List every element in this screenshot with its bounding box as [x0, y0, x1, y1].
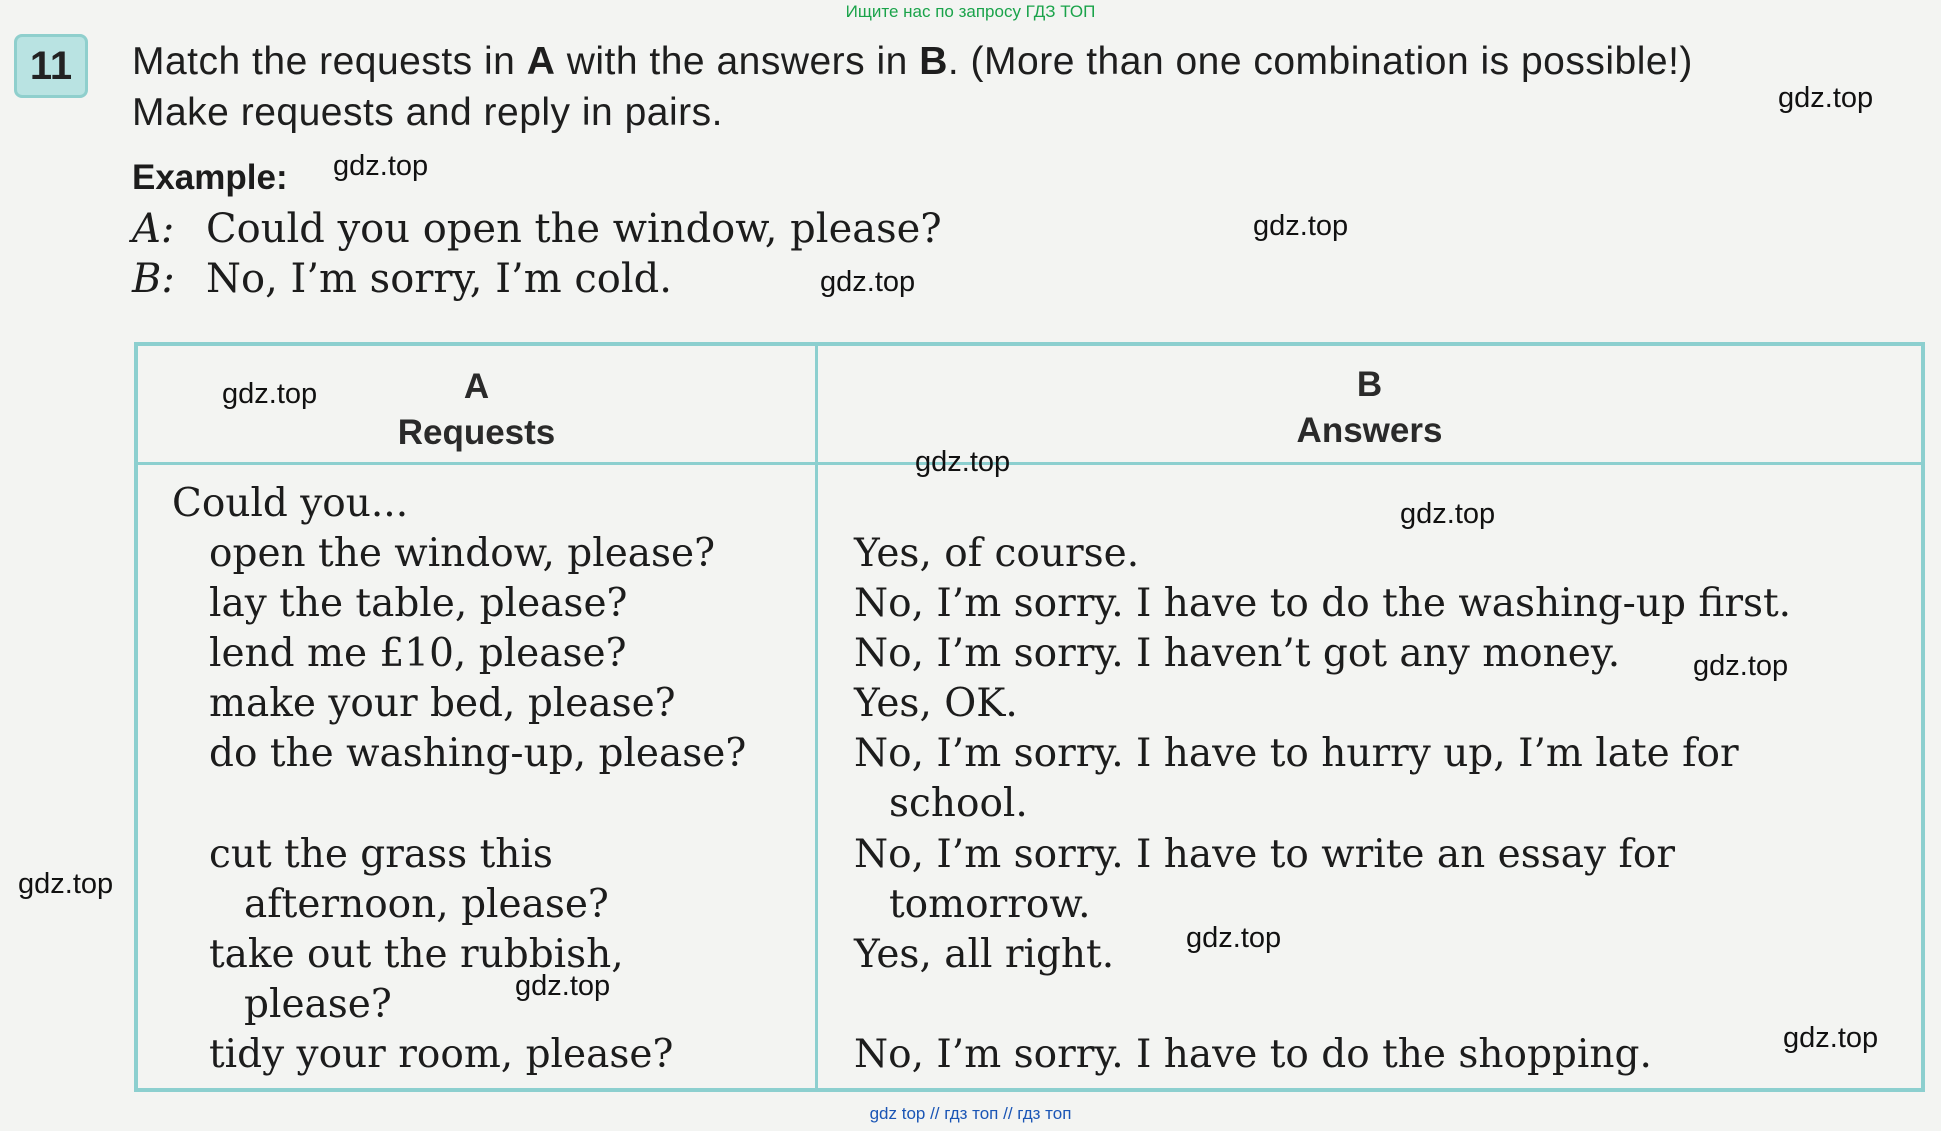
exercise-number-badge: 11 — [14, 34, 88, 98]
example-label: Example: — [132, 158, 288, 197]
answer-item: Yes, OK. — [854, 681, 1018, 726]
request-item: take out the rubbish, — [209, 932, 624, 977]
watermark: gdz.top — [515, 970, 611, 1002]
request-item: lay the table, please? — [209, 581, 628, 626]
watermark: gdz.top — [820, 266, 916, 298]
header-divider — [138, 462, 1921, 465]
watermark: gdz.top — [1783, 1022, 1879, 1054]
instruction-letter-b: B — [919, 40, 948, 83]
request-item: do the washing-up, please? — [209, 731, 747, 776]
watermark: gdz.top — [333, 150, 429, 182]
column-a-title: Requests — [397, 413, 556, 452]
answer-item: No, I’m sorry. I have to do the washing-up first. — [854, 581, 1792, 626]
answer-item: No, I’m sorry. I have to write an essay for — [854, 832, 1675, 877]
answer-item-continued: tomorrow. — [889, 882, 1091, 927]
instruction-letter-a: A — [526, 40, 556, 83]
request-item-continued: afternoon, please? — [244, 882, 609, 927]
instruction — [132, 36, 1932, 138]
example-line-a — [132, 206, 942, 252]
answer-item: No, I’m sorry. I haven’t got any money. — [854, 631, 1621, 676]
request-item: cut the grass this — [209, 832, 553, 877]
example-line-b — [132, 256, 672, 302]
example-request: Could you open the window, please? — [206, 206, 942, 252]
instruction-text: with the answers in — [555, 40, 920, 83]
answer-item: Yes, of course. — [854, 531, 1140, 576]
column-divider — [815, 346, 818, 1088]
column-a-letter: A — [463, 367, 490, 406]
instruction-text: Match the requests in — [132, 40, 527, 83]
request-item: tidy your room, please? — [209, 1032, 674, 1077]
request-item: lend me £10, please? — [209, 631, 627, 676]
search-banner: Ищите нас по запросу ГДЗ ТОП — [845, 2, 1096, 21]
speaker-a: A: — [132, 206, 175, 252]
column-b-title: Answers — [1296, 411, 1443, 450]
column-b-header — [818, 362, 1921, 454]
watermark: gdz.top — [1400, 498, 1496, 530]
answer-item-continued: school. — [889, 781, 1028, 826]
example-answer: No, I’m sorry, I’m cold. — [206, 256, 672, 302]
request-item: make your bed, please? — [209, 681, 676, 726]
watermark: gdz.top — [1693, 650, 1789, 682]
requests-intro: Could you... — [172, 481, 409, 526]
watermark: gdz.top — [1778, 82, 1874, 114]
answer-item: Yes, all right. — [854, 932, 1115, 977]
watermark: gdz.top — [222, 378, 318, 410]
instruction-text: . (More than one combination is possible!) — [947, 40, 1693, 83]
column-b-letter: B — [1356, 365, 1383, 404]
answer-item: No, I’m sorry. I have to hurry up, I’m late for — [854, 731, 1739, 776]
instruction-line-1 — [132, 36, 1932, 87]
match-table — [134, 342, 1925, 1092]
footer-links: gdz top // гдз топ // гдз топ — [869, 1104, 1072, 1123]
request-item-continued: please? — [244, 982, 392, 1027]
watermark: gdz.top — [1186, 922, 1282, 954]
answer-item: No, I’m sorry. I have to do the shopping. — [854, 1032, 1652, 1077]
watermark: gdz.top — [915, 446, 1011, 478]
request-item: open the window, please? — [209, 531, 716, 576]
watermark: gdz.top — [1253, 210, 1349, 242]
speaker-b: B: — [132, 256, 175, 302]
watermark: gdz.top — [18, 868, 114, 900]
instruction-line-2: Make requests and reply in pairs. — [132, 91, 723, 134]
